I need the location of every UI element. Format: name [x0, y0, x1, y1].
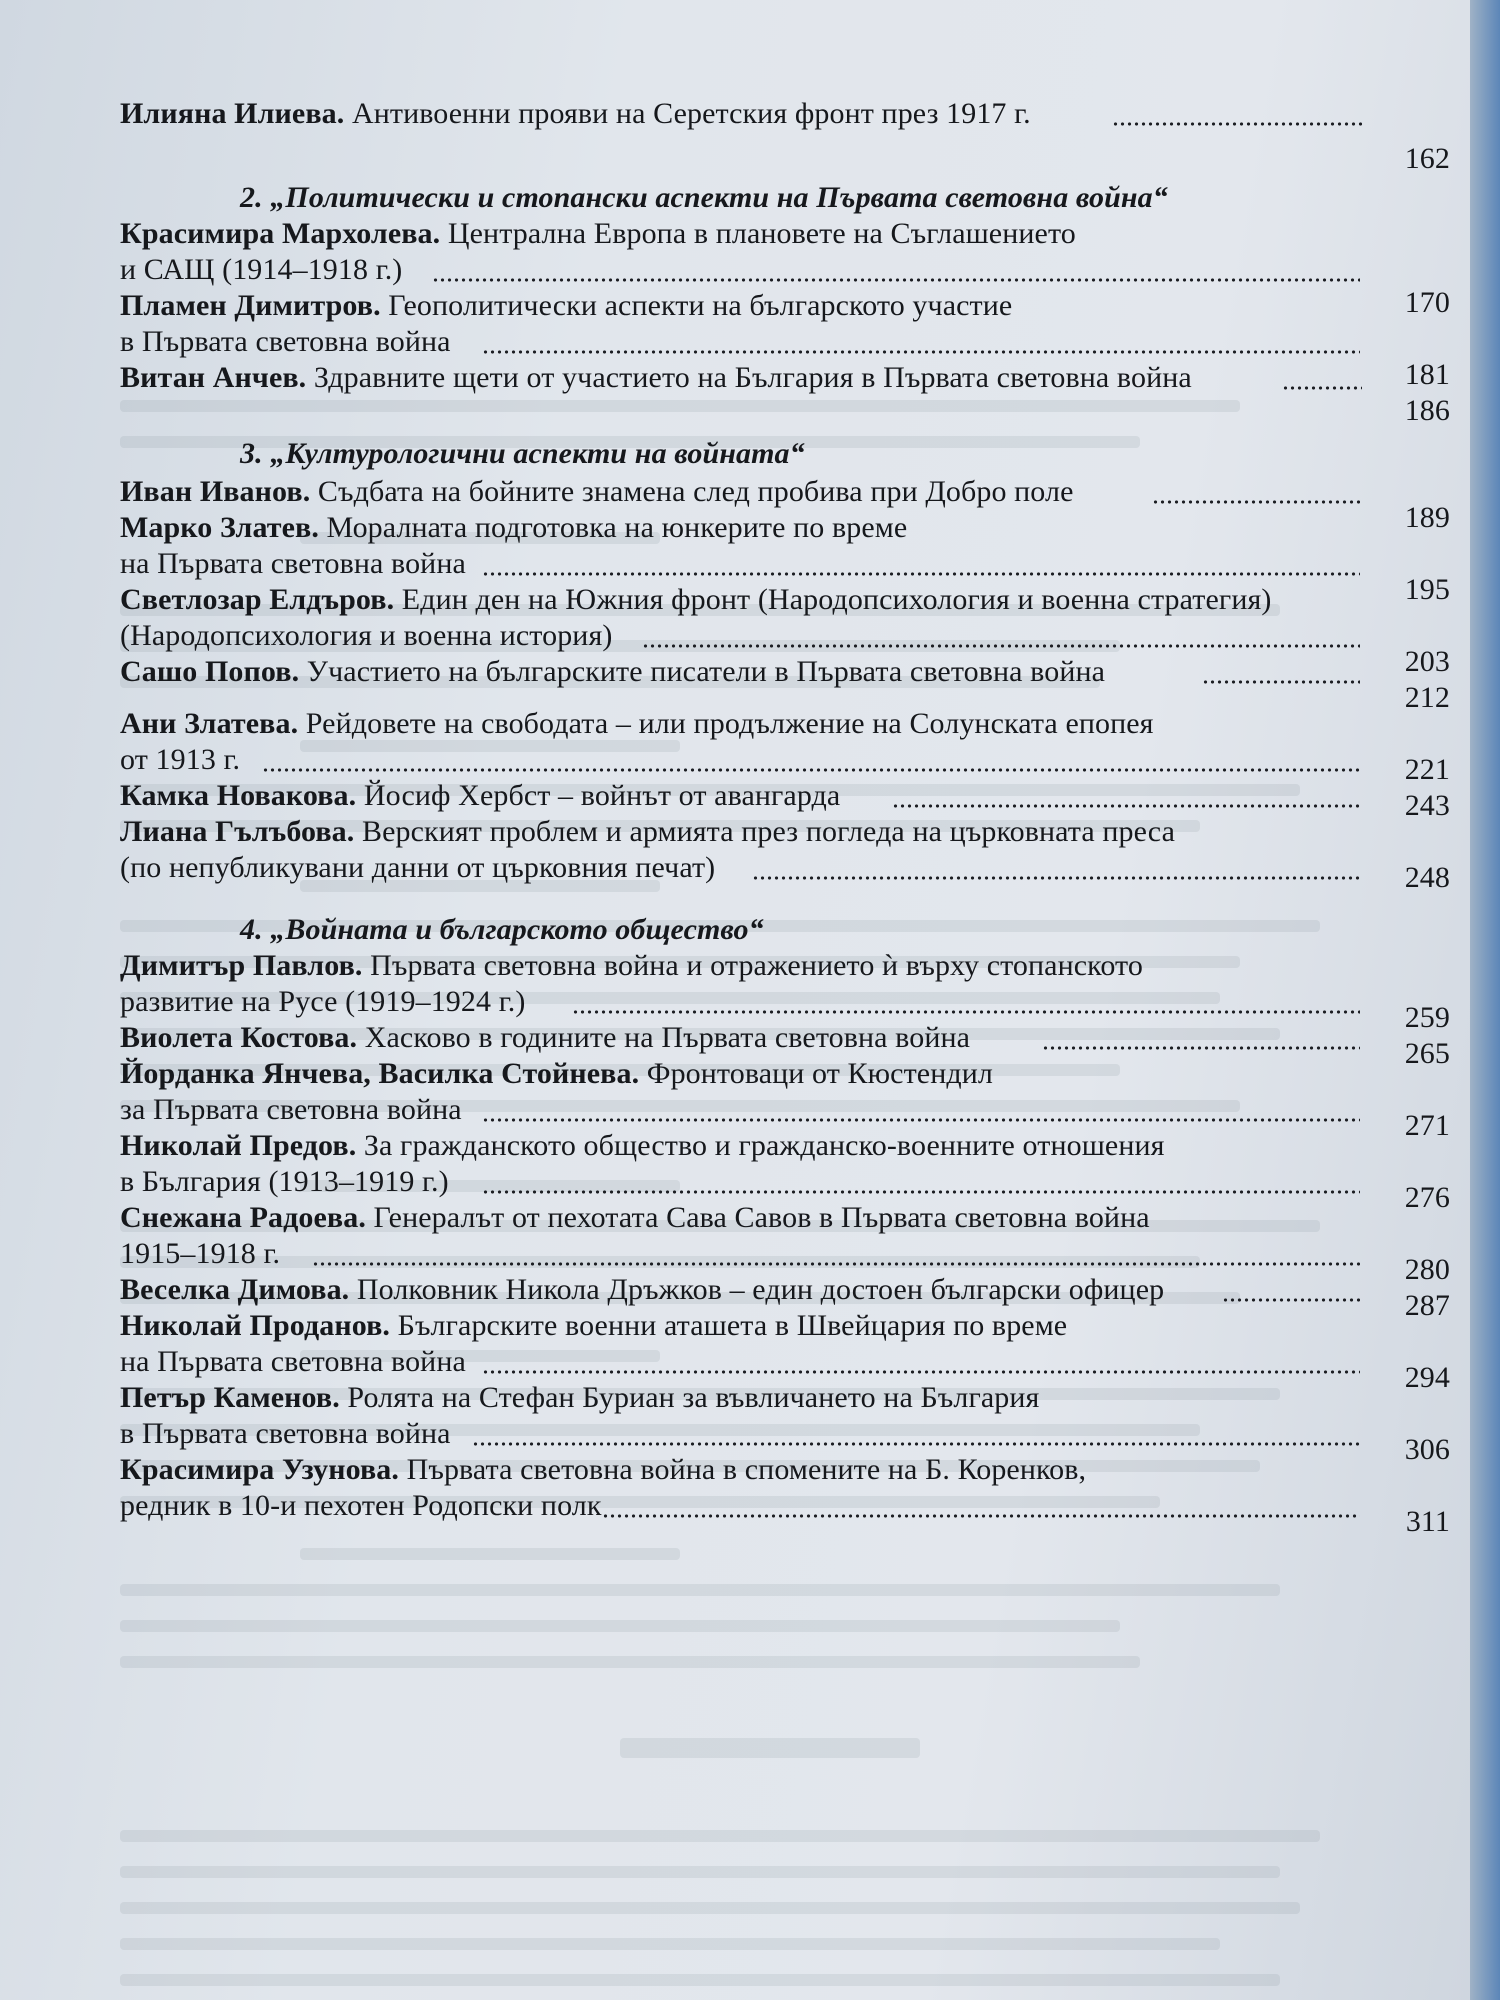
entry-title: Ролята на Стефан Буриан за въвличането на България: [339, 1381, 1040, 1414]
toc-entry-line: [120, 1308, 1067, 1344]
entry-author: Николай Проданов.: [120, 1309, 391, 1342]
toc-entry-line: [120, 814, 1175, 850]
toc-entry-line: [120, 1488, 602, 1524]
entry-author: Снежана Радоева.: [120, 1201, 366, 1234]
entry-title-continued: редник в 10-и пехотен Родопски полк: [120, 1489, 602, 1522]
entry-title-continued: на Първата световна война: [120, 547, 466, 580]
entry-title: За гражданското общество и гражданско-военните отношения: [356, 1129, 1165, 1162]
toc-entry-line: [120, 1020, 970, 1056]
dot-leader: [752, 874, 1360, 882]
entry-author: Виолета Костова.: [120, 1021, 358, 1054]
toc-entry-line: [120, 1452, 1086, 1488]
entry-title: Участието на българските писатели в Първата световна война: [299, 655, 1106, 688]
dot-leader: [572, 1008, 1360, 1016]
dot-leader: [1042, 1044, 1360, 1052]
dot-leader: [482, 1116, 1360, 1124]
book-edge-background: [1470, 0, 1500, 2000]
dot-leader: [482, 570, 1360, 578]
entry-title: Здравните щети от участието на България в Първата световна война: [306, 361, 1192, 394]
toc-entry-line: [120, 1092, 462, 1128]
toc-entry-line: [120, 546, 466, 582]
entry-title: Фронтоваци от Кюстендил: [639, 1057, 993, 1090]
page-number: 280: [1404, 1253, 1450, 1286]
page-number: 162: [1404, 142, 1450, 175]
toc-entry-line: [120, 850, 715, 886]
entry-title: Първата световна война в спомените на Б. Коренков,: [398, 1453, 1087, 1486]
toc-entry-line: [120, 216, 1076, 252]
toc-entry-line: [120, 1200, 1150, 1236]
toc-entry-line: [120, 1272, 1164, 1308]
page-number: 243: [1404, 789, 1450, 822]
toc-entry-line: [120, 474, 1074, 510]
entry-title-continued: 1915–1918 г.: [120, 1237, 281, 1270]
entry-author: Лиана Гълъбова.: [120, 815, 355, 848]
toc-entry-line: [120, 324, 451, 360]
entry-author: Марко Златев.: [120, 511, 319, 544]
entry-title: Българските военни аташета в Швейцария по време: [390, 1309, 1068, 1342]
entry-title-continued: от 1913 г.: [120, 743, 241, 776]
entry-title-continued: (по непубликувани данни от църковния печат): [120, 851, 716, 884]
toc-entry-line: [120, 984, 525, 1020]
page-number: 170: [1404, 286, 1450, 319]
entry-author: Пламен Димитров.: [120, 289, 381, 322]
page-number: 212: [1404, 681, 1450, 714]
dot-leader: [602, 1512, 1360, 1520]
entry-title-continued: за Първата световна война: [120, 1093, 462, 1126]
toc-entry-line: [120, 706, 1154, 742]
toc-entry-line: [120, 618, 612, 654]
dot-leader: [312, 1260, 1360, 1268]
dot-leader: [1112, 120, 1362, 128]
entry-title: Един ден на Южния фронт (Народопсихология и военна стратегия): [394, 583, 1272, 616]
page-number: 181: [1404, 358, 1450, 391]
toc-entry-line: [120, 1380, 1039, 1416]
entry-title: Хасково в годините на Първата световна война: [357, 1021, 971, 1054]
section-heading: 3. „Културологични аспекти на войната“: [240, 437, 805, 470]
page-number: 221: [1404, 753, 1450, 786]
entry-title: Генералът от пехотата Сава Савов в Първата световна война: [365, 1201, 1150, 1234]
section-heading: 4. „Войната и българското общество“: [240, 913, 764, 946]
dot-leader: [432, 276, 1360, 284]
toc-entry-line: [120, 96, 1031, 132]
entry-author: Йорданка Янчева, Василка Стойнева.: [120, 1057, 640, 1090]
dot-leader: [482, 1368, 1360, 1376]
page-number: 186: [1404, 394, 1450, 427]
toc-entry-line: [120, 1236, 280, 1272]
entry-author: Димитър Павлов.: [120, 949, 363, 982]
dot-leader: [1202, 678, 1360, 686]
toc-entry-line: [120, 1164, 449, 1200]
entry-author: Иван Иванов.: [120, 475, 311, 508]
dot-leader: [892, 802, 1360, 810]
toc-entry-line: [120, 742, 240, 778]
dot-leader: [472, 1440, 1360, 1448]
toc-entry-line: [120, 1344, 466, 1380]
entry-title: Централна Европа в плановете на Съглашението: [440, 217, 1076, 250]
entry-title-continued: на Първата световна война: [120, 1345, 466, 1378]
toc-entry-line: [120, 1416, 451, 1452]
dot-leader: [482, 1188, 1360, 1196]
entry-author: Веселка Димова.: [120, 1273, 350, 1306]
entry-title: Верският проблем и армията през погледа на църковната преса: [354, 815, 1176, 848]
toc-entry-line: [120, 582, 1271, 618]
dot-leader: [1282, 384, 1362, 392]
entry-title: Рейдовете на свободата – или продължение на Солунската епопея: [298, 707, 1154, 740]
toc-entry-line: [120, 510, 907, 546]
entry-author: Камка Новакова.: [120, 779, 357, 812]
dot-leader: [1222, 1296, 1360, 1304]
entry-title-continued: в Първата световна война: [120, 325, 451, 358]
dot-leader: [642, 642, 1360, 650]
page-number: 259: [1404, 1001, 1450, 1034]
page-number: 294: [1404, 1361, 1450, 1394]
entry-author: Илияна Илиева.: [120, 97, 345, 130]
page-number: 195: [1404, 573, 1450, 606]
toc-entry-line: [120, 360, 1192, 396]
entry-title: Съдбата на бойните знамена след пробива при Добро поле: [310, 475, 1074, 508]
toc-entry-line: [120, 1128, 1165, 1164]
page-number: 276: [1404, 1181, 1450, 1214]
page-number: 306: [1404, 1433, 1450, 1466]
page-number: 203: [1404, 645, 1450, 678]
section-heading: 2. „Политически и стопански аспекти на Първата световна война“: [240, 181, 1168, 214]
entry-title: Йосиф Хербст – войнът от авангарда: [356, 779, 841, 812]
page-number: 311: [1405, 1505, 1450, 1538]
entry-author: Николай Предов.: [120, 1129, 357, 1162]
entry-title: Моралната подготовка на юнкерите по време: [318, 511, 908, 544]
toc-entry-line: [120, 948, 1143, 984]
toc-entry-line: [120, 778, 840, 814]
dot-leader: [1152, 498, 1360, 506]
toc-entry-line: [120, 1056, 993, 1092]
entry-title: Антивоенни прояви на Серетския фронт през 1917 г.: [344, 97, 1031, 130]
page-number: 265: [1404, 1037, 1450, 1070]
entry-author: Сашо Попов.: [120, 655, 300, 688]
entry-author: Светлозар Елдъров.: [120, 583, 395, 616]
page-number: 189: [1404, 501, 1450, 534]
entry-title-continued: в Първата световна война: [120, 1417, 451, 1450]
entry-author: Витан Анчев.: [120, 361, 307, 394]
entry-title: Геополитически аспекти на българското участие: [380, 289, 1013, 322]
entry-title-continued: (Народопсихология и военна история): [120, 619, 613, 652]
entry-author: Красимира Узунова.: [120, 1453, 399, 1486]
page-number: 248: [1404, 861, 1450, 894]
toc-entry-line: [120, 288, 1012, 324]
dot-leader: [262, 766, 1360, 774]
entry-title: Полковник Никола Дръжков – един достоен български офицер: [349, 1273, 1165, 1306]
entry-author: Красимира Мархолева.: [120, 217, 441, 250]
entry-author: Ани Златева.: [120, 707, 299, 740]
toc-entry-line: [120, 252, 402, 288]
entry-title-continued: в България (1913–1919 г.): [120, 1165, 449, 1198]
page-number: 287: [1404, 1289, 1450, 1322]
entry-title: Първата световна война и отражението ѝ върху стопанското: [362, 949, 1143, 982]
entry-title-continued: и САЩ (1914–1918 г.): [120, 253, 403, 286]
dot-leader: [482, 348, 1360, 356]
toc-entry-line: [120, 654, 1105, 690]
entry-author: Петър Каменов.: [120, 1381, 340, 1414]
entry-title-continued: развитие на Русе (1919–1924 г.): [120, 985, 526, 1018]
page-number: 271: [1404, 1109, 1450, 1142]
